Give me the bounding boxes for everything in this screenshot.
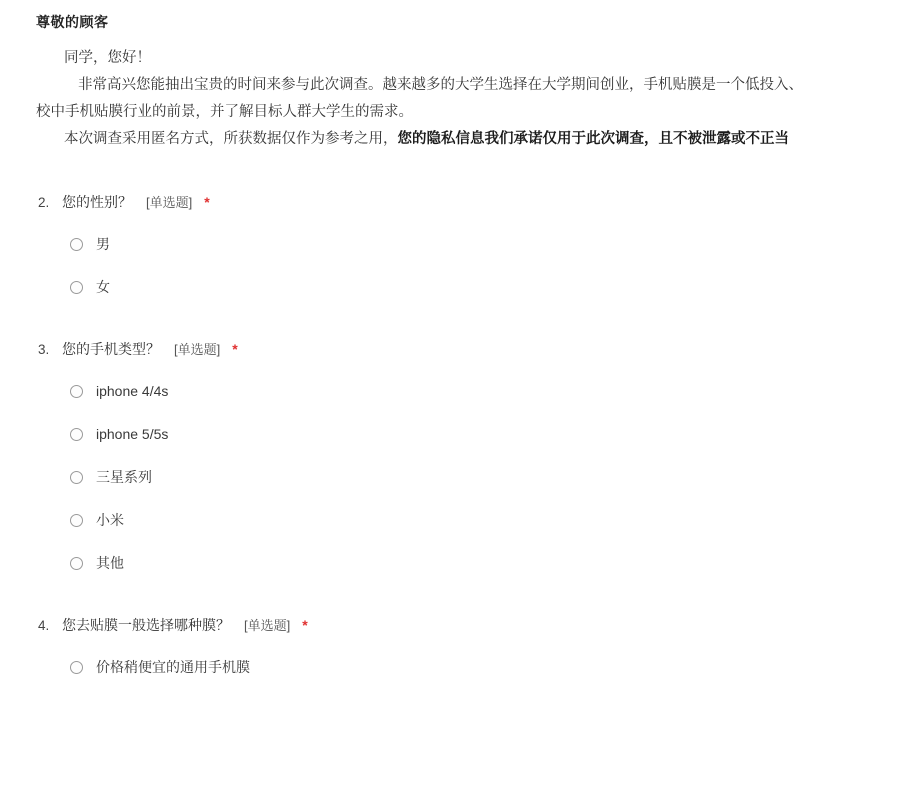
option-item[interactable] bbox=[70, 234, 900, 254]
question-type: [单选题] bbox=[174, 342, 221, 357]
option-item[interactable] bbox=[70, 467, 900, 487]
question-header bbox=[0, 192, 900, 212]
radio-icon[interactable] bbox=[70, 514, 83, 527]
page-title: 尊敬的顾客 bbox=[36, 14, 109, 30]
radio-icon[interactable] bbox=[70, 428, 83, 441]
question-header bbox=[0, 339, 900, 359]
option-list bbox=[0, 234, 900, 297]
intro-paragraph-3-bold: 您的隐私信息我们承诺仅用于此次调查，且不被泄露或不正当 bbox=[397, 131, 789, 147]
radio-icon[interactable] bbox=[70, 281, 83, 294]
intro-paragraph-2: 校中手机贴膜行业的前景，并了解目标人群大学生的需求。 bbox=[36, 104, 413, 120]
intro-greeting: 同学，您好！ bbox=[64, 50, 151, 66]
question-number: 4. bbox=[38, 618, 50, 633]
intro-body bbox=[36, 46, 900, 152]
question-title: 您去贴膜一般选择哪种膜？ bbox=[62, 617, 230, 633]
question-gender bbox=[0, 192, 900, 297]
question-film-choice bbox=[0, 615, 900, 677]
question-type: [单选题] bbox=[244, 618, 291, 633]
radio-icon[interactable] bbox=[70, 661, 83, 674]
option-item[interactable] bbox=[70, 510, 900, 530]
intro-section bbox=[0, 0, 900, 152]
intro-paragraph-1: 非常高兴您能抽出宝贵的时间来参与此次调查。越来越多的大学生选择在大学期间创业，手机贴膜是一个低投入、 bbox=[78, 77, 803, 93]
option-label: iphone 5/5s bbox=[96, 426, 169, 442]
option-item[interactable] bbox=[70, 277, 900, 297]
intro-paragraph-3 bbox=[36, 127, 900, 152]
option-label: 三星系列 bbox=[96, 469, 152, 485]
question-phone-type bbox=[0, 339, 900, 573]
option-label: 女 bbox=[96, 279, 110, 295]
option-item[interactable] bbox=[70, 381, 900, 401]
radio-icon[interactable] bbox=[70, 557, 83, 570]
radio-icon[interactable] bbox=[70, 385, 83, 398]
intro-paragraph-3-plain: 本次调查采用匿名方式，所获数据仅作为参考之用， bbox=[64, 131, 398, 147]
question-header bbox=[0, 615, 900, 635]
option-list bbox=[0, 657, 900, 677]
option-item[interactable] bbox=[70, 657, 900, 677]
option-label: 价格稍便宜的通用手机膜 bbox=[96, 659, 250, 675]
question-number: 2. bbox=[38, 195, 50, 210]
radio-icon[interactable] bbox=[70, 238, 83, 251]
radio-icon[interactable] bbox=[70, 471, 83, 484]
required-marker: * bbox=[232, 341, 238, 357]
question-title: 您的性别？ bbox=[62, 194, 132, 210]
option-label: 小米 bbox=[96, 512, 124, 528]
option-label: iphone 4/4s bbox=[96, 383, 169, 399]
option-label: 其他 bbox=[96, 555, 124, 571]
question-type: [单选题] bbox=[146, 195, 193, 210]
question-title: 您的手机类型？ bbox=[62, 341, 160, 357]
required-marker: * bbox=[204, 194, 210, 210]
option-item[interactable] bbox=[70, 424, 900, 444]
option-list bbox=[0, 381, 900, 573]
required-marker: * bbox=[302, 617, 308, 633]
option-label: 男 bbox=[96, 236, 110, 252]
question-number: 3. bbox=[38, 342, 50, 357]
option-item[interactable] bbox=[70, 553, 900, 573]
